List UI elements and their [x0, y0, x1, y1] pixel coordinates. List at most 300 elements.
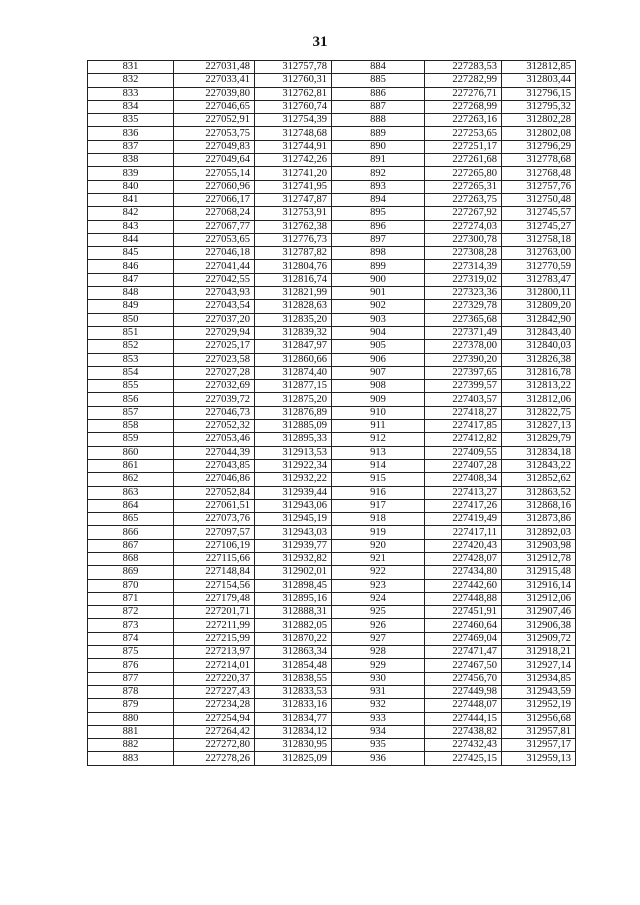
x-coordinate-cell: 227432,43	[425, 739, 502, 752]
table-row	[88, 193, 576, 206]
x-coordinate-cell: 227039,72	[174, 393, 255, 406]
point-number-cell: 923	[332, 579, 425, 592]
point-number-cell: 870	[88, 579, 174, 592]
y-coordinate-cell: 312939,77	[255, 539, 332, 552]
table-row	[88, 526, 576, 539]
point-number-cell: 885	[332, 74, 425, 87]
x-coordinate-cell: 227211,99	[174, 619, 255, 632]
y-coordinate-cell: 312827,13	[502, 420, 576, 433]
x-coordinate-cell: 227282,99	[425, 74, 502, 87]
y-coordinate-cell: 312874,40	[255, 366, 332, 379]
point-number-cell: 917	[332, 499, 425, 512]
table-row	[88, 685, 576, 698]
point-number-cell: 869	[88, 566, 174, 579]
point-number-cell: 859	[88, 433, 174, 446]
point-number-cell: 896	[332, 220, 425, 233]
y-coordinate-cell: 312842,90	[502, 313, 576, 326]
table-row	[88, 579, 576, 592]
y-coordinate-cell: 312745,57	[502, 207, 576, 220]
y-coordinate-cell: 312945,19	[255, 513, 332, 526]
y-coordinate-cell: 312754,39	[255, 114, 332, 127]
x-coordinate-cell: 227037,20	[174, 313, 255, 326]
point-number-cell: 890	[332, 140, 425, 153]
x-coordinate-cell: 227049,83	[174, 140, 255, 153]
point-number-cell: 891	[332, 154, 425, 167]
x-coordinate-cell: 227308,28	[425, 247, 502, 260]
point-number-cell: 916	[332, 486, 425, 499]
y-coordinate-cell: 312753,91	[255, 207, 332, 220]
y-coordinate-cell: 312885,09	[255, 420, 332, 433]
point-number-cell: 914	[332, 459, 425, 472]
point-number-cell: 834	[88, 100, 174, 113]
point-number-cell: 934	[332, 725, 425, 738]
table-row	[88, 539, 576, 552]
x-coordinate-cell: 227448,07	[425, 699, 502, 712]
y-coordinate-cell: 312939,44	[255, 486, 332, 499]
table-row	[88, 406, 576, 419]
point-number-cell: 883	[88, 752, 174, 765]
x-coordinate-cell: 227417,11	[425, 526, 502, 539]
y-coordinate-cell: 312943,59	[502, 685, 576, 698]
point-number-cell: 881	[88, 725, 174, 738]
y-coordinate-cell: 312868,16	[502, 499, 576, 512]
point-number-cell: 913	[332, 446, 425, 459]
x-coordinate-cell: 227268,99	[425, 100, 502, 113]
y-coordinate-cell: 312813,22	[502, 380, 576, 393]
x-coordinate-cell: 227276,71	[425, 87, 502, 100]
y-coordinate-cell: 312762,38	[255, 220, 332, 233]
table-row	[88, 606, 576, 619]
x-coordinate-cell: 227428,07	[425, 552, 502, 565]
point-number-cell: 852	[88, 340, 174, 353]
table-row	[88, 632, 576, 645]
y-coordinate-cell: 312747,87	[255, 193, 332, 206]
point-number-cell: 879	[88, 699, 174, 712]
point-number-cell: 853	[88, 353, 174, 366]
table-row	[88, 739, 576, 752]
point-number-cell: 858	[88, 420, 174, 433]
point-number-cell: 849	[88, 300, 174, 313]
x-coordinate-cell: 227314,39	[425, 260, 502, 273]
y-coordinate-cell: 312800,11	[502, 287, 576, 300]
y-coordinate-cell: 312959,13	[502, 752, 576, 765]
y-coordinate-cell: 312833,16	[255, 699, 332, 712]
point-number-cell: 842	[88, 207, 174, 220]
y-coordinate-cell: 312854,48	[255, 659, 332, 672]
y-coordinate-cell: 312802,28	[502, 114, 576, 127]
table-row	[88, 552, 576, 565]
y-coordinate-cell: 312882,05	[255, 619, 332, 632]
table-row	[88, 659, 576, 672]
x-coordinate-cell: 227052,84	[174, 486, 255, 499]
y-coordinate-cell: 312902,01	[255, 566, 332, 579]
point-number-cell: 839	[88, 167, 174, 180]
point-number-cell: 889	[332, 127, 425, 140]
x-coordinate-cell: 227412,82	[425, 433, 502, 446]
y-coordinate-cell: 312763,00	[502, 247, 576, 260]
y-coordinate-cell: 312877,15	[255, 380, 332, 393]
x-coordinate-cell: 227154,56	[174, 579, 255, 592]
x-coordinate-cell: 227027,28	[174, 366, 255, 379]
y-coordinate-cell: 312825,09	[255, 752, 332, 765]
y-coordinate-cell: 312870,22	[255, 632, 332, 645]
point-number-cell: 855	[88, 380, 174, 393]
x-coordinate-cell: 227053,75	[174, 127, 255, 140]
x-coordinate-cell: 227043,85	[174, 459, 255, 472]
point-number-cell: 841	[88, 193, 174, 206]
point-number-cell: 905	[332, 340, 425, 353]
point-number-cell: 893	[332, 180, 425, 193]
point-number-cell: 927	[332, 632, 425, 645]
point-number-cell: 835	[88, 114, 174, 127]
x-coordinate-cell: 227052,32	[174, 420, 255, 433]
table-row	[88, 499, 576, 512]
point-number-cell: 886	[332, 87, 425, 100]
point-number-cell: 932	[332, 699, 425, 712]
y-coordinate-cell: 312757,78	[255, 61, 332, 74]
point-number-cell: 861	[88, 459, 174, 472]
y-coordinate-cell: 312835,20	[255, 313, 332, 326]
x-coordinate-cell: 227471,47	[425, 646, 502, 659]
point-number-cell: 865	[88, 513, 174, 526]
y-coordinate-cell: 312741,20	[255, 167, 332, 180]
y-coordinate-cell: 312956,68	[502, 712, 576, 725]
point-number-cell: 915	[332, 473, 425, 486]
point-number-cell: 919	[332, 526, 425, 539]
point-number-cell: 837	[88, 140, 174, 153]
y-coordinate-cell: 312758,18	[502, 233, 576, 246]
x-coordinate-cell: 227039,80	[174, 87, 255, 100]
table-row	[88, 127, 576, 140]
x-coordinate-cell: 227046,18	[174, 247, 255, 260]
y-coordinate-cell: 312830,95	[255, 739, 332, 752]
table-row	[88, 712, 576, 725]
x-coordinate-cell: 227456,70	[425, 672, 502, 685]
point-number-cell: 867	[88, 539, 174, 552]
point-number-cell: 899	[332, 260, 425, 273]
table-row	[88, 420, 576, 433]
y-coordinate-cell: 312822,75	[502, 406, 576, 419]
y-coordinate-cell: 312943,03	[255, 526, 332, 539]
x-coordinate-cell: 227419,49	[425, 513, 502, 526]
y-coordinate-cell: 312932,22	[255, 473, 332, 486]
table-row	[88, 100, 576, 113]
x-coordinate-cell: 227442,60	[425, 579, 502, 592]
x-coordinate-cell: 227425,15	[425, 752, 502, 765]
point-number-cell: 838	[88, 154, 174, 167]
x-coordinate-cell: 227033,41	[174, 74, 255, 87]
point-number-cell: 840	[88, 180, 174, 193]
y-coordinate-cell: 312834,77	[255, 712, 332, 725]
table-row	[88, 725, 576, 738]
y-coordinate-cell: 312821,99	[255, 287, 332, 300]
x-coordinate-cell: 227409,55	[425, 446, 502, 459]
table-row	[88, 300, 576, 313]
point-number-cell: 845	[88, 247, 174, 260]
x-coordinate-cell: 227274,03	[425, 220, 502, 233]
point-number-cell: 897	[332, 233, 425, 246]
y-coordinate-cell: 312932,82	[255, 552, 332, 565]
point-number-cell: 882	[88, 739, 174, 752]
y-coordinate-cell: 312876,89	[255, 406, 332, 419]
point-number-cell: 874	[88, 632, 174, 645]
x-coordinate-cell: 227251,17	[425, 140, 502, 153]
point-number-cell: 860	[88, 446, 174, 459]
y-coordinate-cell: 312783,47	[502, 273, 576, 286]
y-coordinate-cell: 312757,76	[502, 180, 576, 193]
y-coordinate-cell: 312776,73	[255, 233, 332, 246]
y-coordinate-cell: 312843,40	[502, 326, 576, 339]
y-coordinate-cell: 312802,08	[502, 127, 576, 140]
point-number-cell: 901	[332, 287, 425, 300]
table-row	[88, 459, 576, 472]
x-coordinate-cell: 227267,92	[425, 207, 502, 220]
y-coordinate-cell: 312912,78	[502, 552, 576, 565]
point-number-cell: 928	[332, 646, 425, 659]
y-coordinate-cell: 312912,06	[502, 592, 576, 605]
point-number-cell: 920	[332, 539, 425, 552]
x-coordinate-cell: 227046,73	[174, 406, 255, 419]
x-coordinate-cell: 227043,93	[174, 287, 255, 300]
y-coordinate-cell: 312804,76	[255, 260, 332, 273]
point-number-cell: 892	[332, 167, 425, 180]
x-coordinate-cell: 227031,48	[174, 61, 255, 74]
x-coordinate-cell: 227053,65	[174, 233, 255, 246]
point-number-cell: 863	[88, 486, 174, 499]
point-number-cell: 906	[332, 353, 425, 366]
table-row	[88, 672, 576, 685]
x-coordinate-cell: 227148,84	[174, 566, 255, 579]
point-number-cell: 912	[332, 433, 425, 446]
point-number-cell: 903	[332, 313, 425, 326]
y-coordinate-cell: 312742,26	[255, 154, 332, 167]
x-coordinate-cell: 227444,15	[425, 712, 502, 725]
y-coordinate-cell: 312741,95	[255, 180, 332, 193]
table-row	[88, 260, 576, 273]
point-number-cell: 876	[88, 659, 174, 672]
y-coordinate-cell: 312906,38	[502, 619, 576, 632]
x-coordinate-cell: 227300,78	[425, 233, 502, 246]
x-coordinate-cell: 227049,64	[174, 154, 255, 167]
y-coordinate-cell: 312834,12	[255, 725, 332, 738]
y-coordinate-cell: 312745,27	[502, 220, 576, 233]
y-coordinate-cell: 312744,91	[255, 140, 332, 153]
x-coordinate-cell: 227434,80	[425, 566, 502, 579]
x-coordinate-cell: 227060,96	[174, 180, 255, 193]
y-coordinate-cell: 312934,85	[502, 672, 576, 685]
point-number-cell: 926	[332, 619, 425, 632]
y-coordinate-cell: 312915,48	[502, 566, 576, 579]
y-coordinate-cell: 312907,46	[502, 606, 576, 619]
x-coordinate-cell: 227329,78	[425, 300, 502, 313]
x-coordinate-cell: 227053,46	[174, 433, 255, 446]
point-number-cell: 898	[332, 247, 425, 260]
x-coordinate-cell: 227061,51	[174, 499, 255, 512]
x-coordinate-cell: 227397,65	[425, 366, 502, 379]
table-row	[88, 486, 576, 499]
y-coordinate-cell: 312895,16	[255, 592, 332, 605]
y-coordinate-cell: 312875,20	[255, 393, 332, 406]
y-coordinate-cell: 312796,15	[502, 87, 576, 100]
x-coordinate-cell: 227115,66	[174, 552, 255, 565]
x-coordinate-cell: 227265,31	[425, 180, 502, 193]
x-coordinate-cell: 227220,37	[174, 672, 255, 685]
x-coordinate-cell: 227106,19	[174, 539, 255, 552]
table-row	[88, 340, 576, 353]
y-coordinate-cell: 312860,66	[255, 353, 332, 366]
y-coordinate-cell: 312809,20	[502, 300, 576, 313]
point-number-cell: 875	[88, 646, 174, 659]
x-coordinate-cell: 227417,26	[425, 499, 502, 512]
table-row	[88, 273, 576, 286]
point-number-cell: 831	[88, 61, 174, 74]
x-coordinate-cell: 227042,55	[174, 273, 255, 286]
point-number-cell: 846	[88, 260, 174, 273]
x-coordinate-cell: 227265,80	[425, 167, 502, 180]
x-coordinate-cell: 227264,42	[174, 725, 255, 738]
y-coordinate-cell: 312916,14	[502, 579, 576, 592]
x-coordinate-cell: 227254,94	[174, 712, 255, 725]
y-coordinate-cell: 312816,74	[255, 273, 332, 286]
table-row	[88, 154, 576, 167]
x-coordinate-cell: 227451,91	[425, 606, 502, 619]
point-number-cell: 851	[88, 326, 174, 339]
x-coordinate-cell: 227052,91	[174, 114, 255, 127]
x-coordinate-cell: 227319,02	[425, 273, 502, 286]
y-coordinate-cell: 312796,29	[502, 140, 576, 153]
x-coordinate-cell: 227253,65	[425, 127, 502, 140]
x-coordinate-cell: 227043,54	[174, 300, 255, 313]
y-coordinate-cell: 312892,03	[502, 526, 576, 539]
point-number-cell: 836	[88, 127, 174, 140]
table-row	[88, 313, 576, 326]
point-number-cell: 902	[332, 300, 425, 313]
x-coordinate-cell: 227032,69	[174, 380, 255, 393]
table-row	[88, 326, 576, 339]
y-coordinate-cell: 312770,59	[502, 260, 576, 273]
x-coordinate-cell: 227263,75	[425, 193, 502, 206]
x-coordinate-cell: 227263,16	[425, 114, 502, 127]
table-row	[88, 646, 576, 659]
x-coordinate-cell: 227278,26	[174, 752, 255, 765]
point-number-cell: 895	[332, 207, 425, 220]
x-coordinate-cell: 227420,43	[425, 539, 502, 552]
point-number-cell: 854	[88, 366, 174, 379]
x-coordinate-cell: 227066,17	[174, 193, 255, 206]
y-coordinate-cell: 312828,63	[255, 300, 332, 313]
x-coordinate-cell: 227025,17	[174, 340, 255, 353]
x-coordinate-cell: 227073,76	[174, 513, 255, 526]
x-coordinate-cell: 227418,27	[425, 406, 502, 419]
point-number-cell: 936	[332, 752, 425, 765]
page-number: 31	[312, 34, 328, 50]
y-coordinate-cell: 312760,74	[255, 100, 332, 113]
x-coordinate-cell: 227448,88	[425, 592, 502, 605]
table-row	[88, 433, 576, 446]
y-coordinate-cell: 312913,53	[255, 446, 332, 459]
point-number-cell: 922	[332, 566, 425, 579]
y-coordinate-cell: 312927,14	[502, 659, 576, 672]
point-number-cell: 907	[332, 366, 425, 379]
y-coordinate-cell: 312748,68	[255, 127, 332, 140]
y-coordinate-cell: 312895,33	[255, 433, 332, 446]
point-number-cell: 843	[88, 220, 174, 233]
table-row	[88, 366, 576, 379]
y-coordinate-cell: 312863,34	[255, 646, 332, 659]
y-coordinate-cell: 312898,45	[255, 579, 332, 592]
table-row	[88, 220, 576, 233]
point-number-cell: 911	[332, 420, 425, 433]
point-number-cell: 888	[332, 114, 425, 127]
y-coordinate-cell: 312873,86	[502, 513, 576, 526]
x-coordinate-cell: 227469,04	[425, 632, 502, 645]
point-number-cell: 929	[332, 659, 425, 672]
point-number-cell: 930	[332, 672, 425, 685]
x-coordinate-cell: 227390,20	[425, 353, 502, 366]
x-coordinate-cell: 227213,97	[174, 646, 255, 659]
table-row	[88, 87, 576, 100]
x-coordinate-cell: 227023,58	[174, 353, 255, 366]
x-coordinate-cell: 227449,98	[425, 685, 502, 698]
table-row	[88, 247, 576, 260]
table-row	[88, 353, 576, 366]
point-number-cell: 877	[88, 672, 174, 685]
point-number-cell: 924	[332, 592, 425, 605]
y-coordinate-cell: 312943,06	[255, 499, 332, 512]
x-coordinate-cell: 227097,57	[174, 526, 255, 539]
table-row	[88, 61, 576, 74]
table-row	[88, 287, 576, 300]
point-number-cell: 918	[332, 513, 425, 526]
table-row	[88, 114, 576, 127]
y-coordinate-cell: 312812,06	[502, 393, 576, 406]
x-coordinate-cell: 227323,36	[425, 287, 502, 300]
y-coordinate-cell: 312787,82	[255, 247, 332, 260]
table-row	[88, 513, 576, 526]
y-coordinate-cell: 312843,22	[502, 459, 576, 472]
table-row	[88, 473, 576, 486]
point-number-cell: 871	[88, 592, 174, 605]
x-coordinate-cell: 227055,14	[174, 167, 255, 180]
x-coordinate-cell: 227234,28	[174, 699, 255, 712]
table-row	[88, 380, 576, 393]
x-coordinate-cell: 227214,01	[174, 659, 255, 672]
table-row	[88, 566, 576, 579]
y-coordinate-cell: 312812,85	[502, 61, 576, 74]
coordinates-table-body	[88, 61, 576, 766]
y-coordinate-cell: 312888,31	[255, 606, 332, 619]
point-number-cell: 848	[88, 287, 174, 300]
table-row	[88, 592, 576, 605]
point-number-cell: 904	[332, 326, 425, 339]
x-coordinate-cell: 227438,82	[425, 725, 502, 738]
y-coordinate-cell: 312839,32	[255, 326, 332, 339]
table-row	[88, 699, 576, 712]
x-coordinate-cell: 227179,48	[174, 592, 255, 605]
x-coordinate-cell: 227408,34	[425, 473, 502, 486]
y-coordinate-cell: 312834,18	[502, 446, 576, 459]
table-row	[88, 207, 576, 220]
x-coordinate-cell: 227403,57	[425, 393, 502, 406]
table-row	[88, 619, 576, 632]
x-coordinate-cell: 227365,68	[425, 313, 502, 326]
point-number-cell: 908	[332, 380, 425, 393]
y-coordinate-cell: 312760,31	[255, 74, 332, 87]
x-coordinate-cell: 227467,50	[425, 659, 502, 672]
table-row	[88, 233, 576, 246]
y-coordinate-cell: 312778,68	[502, 154, 576, 167]
x-coordinate-cell: 227261,68	[425, 154, 502, 167]
